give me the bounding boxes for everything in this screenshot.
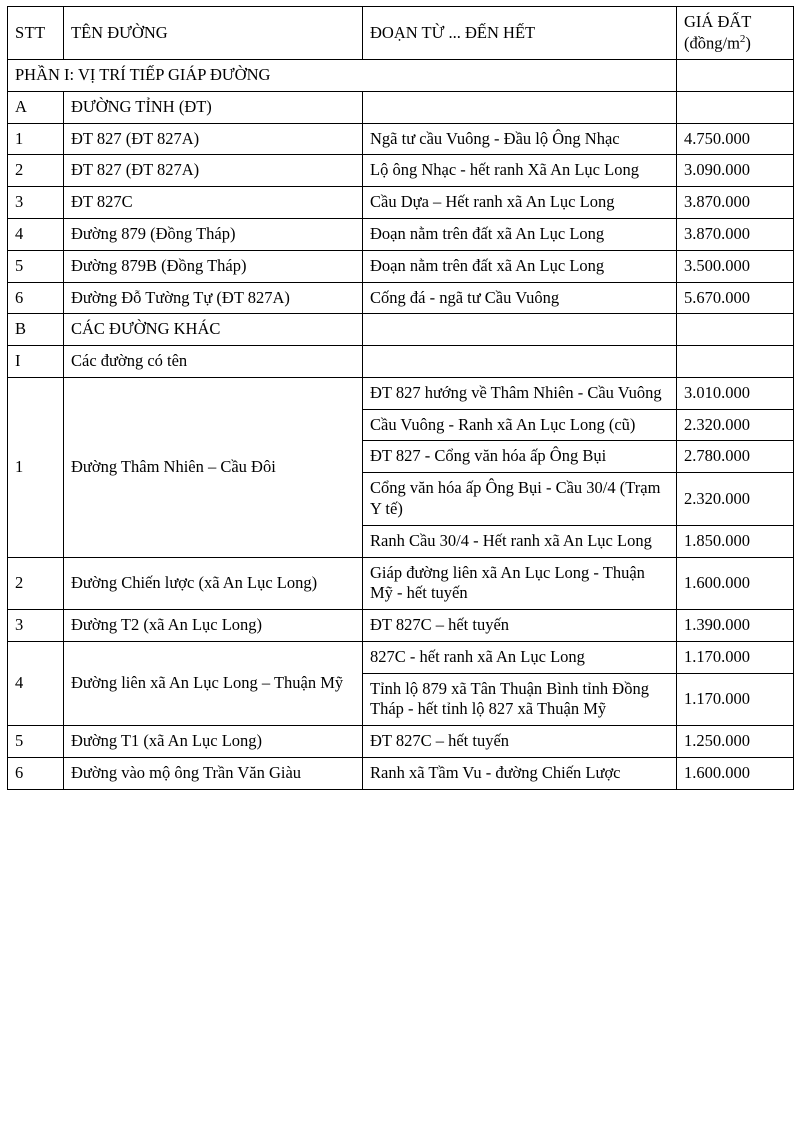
subsection-i-id: I <box>8 346 64 378</box>
row-price: 3.010.000 <box>677 377 794 409</box>
row-stt: 4 <box>8 641 64 725</box>
row-stt: 4 <box>8 218 64 250</box>
section-a-id: A <box>8 91 64 123</box>
row-segment: Đoạn nằm trên đất xã An Lục Long <box>363 218 677 250</box>
price-unit-prefix: (đồng/m <box>684 33 740 53</box>
section-row-a <box>8 91 794 123</box>
row-road-name: ĐT 827C <box>64 187 363 219</box>
subsection-i-label: Các đường có tên <box>64 346 363 378</box>
row-price: 1.850.000 <box>677 525 794 557</box>
row-road-name: Đường Thâm Nhiên – Cầu Đôi <box>64 377 363 557</box>
row-segment: Cầu Dựa – Hết ranh xã An Lục Long <box>363 187 677 219</box>
header-row <box>8 7 794 60</box>
row-stt: 2 <box>8 557 64 610</box>
section-b-label: CÁC ĐƯỜNG KHÁC <box>64 314 363 346</box>
table-row <box>8 377 794 409</box>
row-road-name: ĐT 827 (ĐT 827A) <box>64 155 363 187</box>
row-stt: 6 <box>8 758 64 790</box>
row-stt: 2 <box>8 155 64 187</box>
table-row <box>8 218 794 250</box>
row-stt: 1 <box>8 377 64 557</box>
row-stt: 5 <box>8 726 64 758</box>
row-stt: 6 <box>8 282 64 314</box>
table-row <box>8 557 794 610</box>
row-road-name: Đường vào mộ ông Trần Văn Giàu <box>64 758 363 790</box>
section-a-segment-cell <box>363 91 677 123</box>
column-header-price <box>677 7 794 60</box>
row-stt: 1 <box>8 123 64 155</box>
row-stt: 5 <box>8 250 64 282</box>
row-price: 3.870.000 <box>677 187 794 219</box>
row-price: 4.750.000 <box>677 123 794 155</box>
row-segment: ĐT 827 hướng về Thâm Nhiên - Cầu Vuông <box>363 377 677 409</box>
row-price: 1.390.000 <box>677 610 794 642</box>
column-header-stt: STT <box>8 7 64 60</box>
row-price: 1.250.000 <box>677 726 794 758</box>
row-segment: Ngã tư cầu Vuông - Đầu lộ Ông Nhạc <box>363 123 677 155</box>
row-segment: ĐT 827C – hết tuyến <box>363 726 677 758</box>
price-header-line1: GIÁ ĐẤT <box>684 12 752 31</box>
row-road-name: Đường 879 (Đồng Tháp) <box>64 218 363 250</box>
part-heading-cell: PHẦN I: VỊ TRÍ TIẾP GIÁP ĐƯỜNG <box>8 60 677 92</box>
column-header-segment: ĐOẠN TỪ ... ĐẾN HẾT <box>363 7 677 60</box>
row-price: 1.170.000 <box>677 673 794 726</box>
row-price: 1.600.000 <box>677 758 794 790</box>
row-segment: Cổng văn hóa ấp Ông Bụi - Cầu 30/4 (Trạm Y tế) <box>363 473 677 526</box>
row-price: 1.170.000 <box>677 641 794 673</box>
row-segment: Cống đá - ngã tư Cầu Vuông <box>363 282 677 314</box>
table-row <box>8 187 794 219</box>
table-row <box>8 610 794 642</box>
price-header-line2 <box>684 33 786 54</box>
row-segment: ĐT 827C – hết tuyến <box>363 610 677 642</box>
land-price-table <box>7 6 794 790</box>
subsection-i-price-cell <box>677 346 794 378</box>
row-price: 3.090.000 <box>677 155 794 187</box>
row-segment: 827C - hết ranh xã An Lục Long <box>363 641 677 673</box>
row-price: 1.600.000 <box>677 557 794 610</box>
section-row-b <box>8 314 794 346</box>
column-header-road-name: TÊN ĐƯỜNG <box>64 7 363 60</box>
part-heading-row <box>8 60 794 92</box>
row-road-name: Đường T2 (xã An Lục Long) <box>64 610 363 642</box>
price-unit-exponent: 2 <box>739 32 746 45</box>
row-price: 5.670.000 <box>677 282 794 314</box>
table-row <box>8 155 794 187</box>
row-road-name: Đường T1 (xã An Lục Long) <box>64 726 363 758</box>
row-segment: Lộ ông Nhạc - hết ranh Xã An Lục Long <box>363 155 677 187</box>
price-unit-suffix: ) <box>745 33 751 53</box>
table-header <box>8 7 794 60</box>
subsection-i-segment-cell <box>363 346 677 378</box>
row-price: 2.320.000 <box>677 409 794 441</box>
section-a-price-cell <box>677 91 794 123</box>
row-price: 2.780.000 <box>677 441 794 473</box>
table-row <box>8 123 794 155</box>
row-segment: Giáp đường liên xã An Lục Long - Thuận Mỹ - hết tuyến <box>363 557 677 610</box>
subsection-row-i <box>8 346 794 378</box>
row-segment: Ranh Cầu 30/4 - Hết ranh xã An Lục Long <box>363 525 677 557</box>
row-price: 3.870.000 <box>677 218 794 250</box>
row-segment: ĐT 827 - Cổng văn hóa ấp Ông Bụi <box>363 441 677 473</box>
row-road-name: ĐT 827 (ĐT 827A) <box>64 123 363 155</box>
row-road-name: Đường Đỗ Tường Tự (ĐT 827A) <box>64 282 363 314</box>
row-road-name: Đường Chiến lược (xã An Lục Long) <box>64 557 363 610</box>
table-row <box>8 250 794 282</box>
row-road-name: Đường 879B (Đồng Tháp) <box>64 250 363 282</box>
row-stt: 3 <box>8 187 64 219</box>
row-stt: 3 <box>8 610 64 642</box>
row-segment: Đoạn nằm trên đất xã An Lục Long <box>363 250 677 282</box>
section-a-label: ĐƯỜNG TỈNH (ĐT) <box>64 91 363 123</box>
table-row <box>8 282 794 314</box>
part-heading-price-cell <box>677 60 794 92</box>
table-row <box>8 726 794 758</box>
table-row <box>8 641 794 673</box>
section-b-id: B <box>8 314 64 346</box>
row-segment: Tỉnh lộ 879 xã Tân Thuận Bình tỉnh Đồng Tháp - hết tỉnh lộ 827 xã Thuận Mỹ <box>363 673 677 726</box>
row-segment: Ranh xã Tầm Vu - đường Chiến Lược <box>363 758 677 790</box>
row-price: 3.500.000 <box>677 250 794 282</box>
section-b-segment-cell <box>363 314 677 346</box>
table-row <box>8 758 794 790</box>
section-b-price-cell <box>677 314 794 346</box>
row-price: 2.320.000 <box>677 473 794 526</box>
row-segment: Cầu Vuông - Ranh xã An Lục Long (cũ) <box>363 409 677 441</box>
row-road-name: Đường liên xã An Lục Long – Thuận Mỹ <box>64 641 363 725</box>
table-body <box>8 60 794 790</box>
